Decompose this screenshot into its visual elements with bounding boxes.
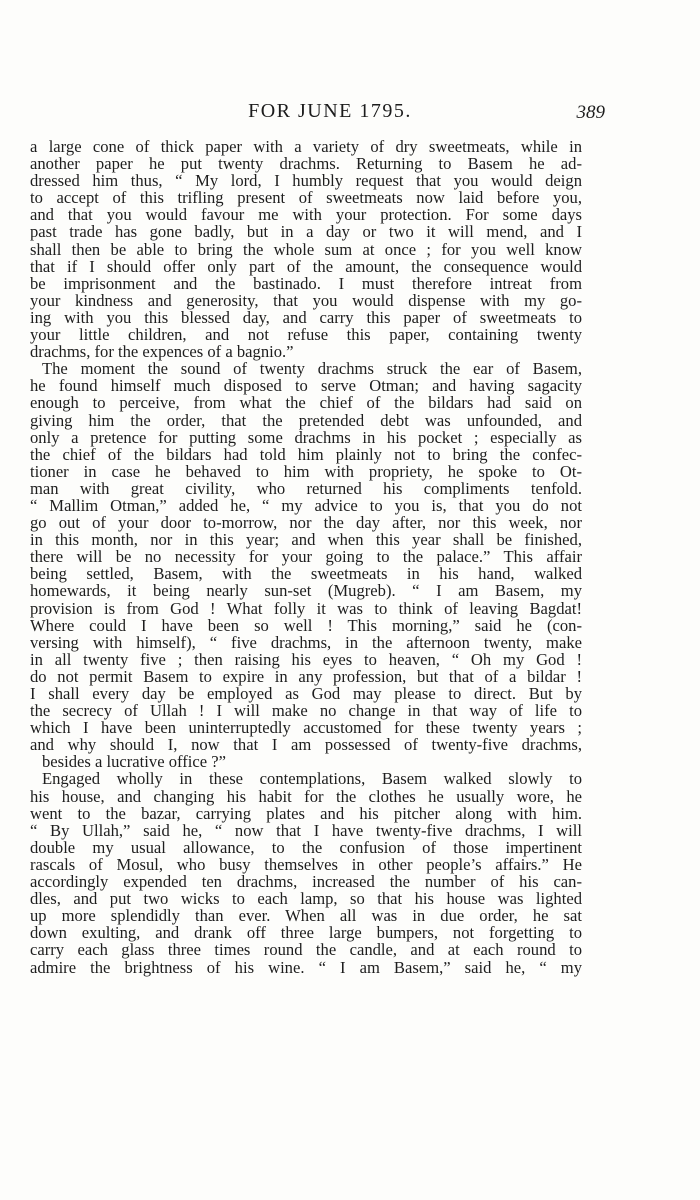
text-line: that if I should offer only part of the amount, the consequence would: [30, 256, 582, 276]
text-line: provision is from God ! What folly it was to think of leaving Bagdat!: [30, 598, 582, 618]
text-line: the secrecy of Ullah ! I will make no change in that way of life to: [30, 701, 582, 721]
text-line: “ Mallim Otman,” added he, “ my advice to you is, that you do not: [30, 495, 582, 515]
text-line: rascals of Mosul, who busy themselves in other people’s affairs.” He: [30, 854, 582, 874]
text-line: dles, and put two wicks to each lamp, so that his house was lighted: [30, 889, 582, 909]
text-line: went to the bazar, carrying plates and his pitcher along with him.: [30, 803, 582, 823]
text-line: Where could I have been so well ! This morning,” said he (con-: [30, 615, 582, 635]
text-line: your kindness and generosity, that you would dispense with my go-: [30, 290, 582, 310]
text-line: to accept of this trifling present of sweetmeats now laid before you,: [30, 188, 582, 208]
text-line: besides a lucrative office ?”: [42, 752, 226, 772]
text-line: “ By Ullah,” said he, “ now that I have twenty-five drachms, I will: [30, 820, 582, 840]
text-line: The moment the sound of twenty drachms struck the ear of Basem,: [42, 359, 582, 379]
text-line: homewards, it being nearly sun-set (Mugreb). “ I am Basem, my: [30, 581, 582, 601]
text-line: ing with you this blessed day, and carry this paper of sweetmeats to: [30, 307, 582, 327]
text-line: your little children, and not refuse this paper, containing twenty: [30, 325, 582, 345]
text-line: and that you would favour me with your protection. For some days: [30, 205, 582, 225]
text-line: in all twenty five ; then raising his eyes to heaven, “ Oh my God !: [30, 649, 582, 669]
text-line: admire the brightness of his wine. “ I am Basem,” said he, “ my: [30, 957, 582, 977]
text-line: he found himself much disposed to serve Otman; and having sagacity: [30, 376, 582, 396]
text-line: drachms, for the expences of a bagnio.”: [30, 342, 294, 362]
page-number: 389: [576, 102, 605, 123]
text-line: versing with himself), “ five drachms, in the afternoon twenty, make: [30, 632, 582, 652]
text-line: enough to perceive, from what the chief of the bildars had said on: [30, 393, 582, 413]
text-line: carry each glass three times round the candle, and at each round to: [30, 940, 582, 960]
text-line: the chief of the bildars had told him plainly not to bring the confec-: [30, 444, 582, 464]
text-line: being settled, Basem, with the sweetmeats in his hand, walked: [30, 564, 582, 584]
text-line: dressed him thus, “ My lord, I humbly request that you would deign: [30, 171, 582, 191]
text-line: double my usual allowance, to the confusion of those impertinent: [30, 837, 582, 857]
text-line: down exulting, and drank off three large bumpers, not forgetting to: [30, 923, 582, 943]
text-line: his house, and changing his habit for the clothes he usually wore, he: [30, 786, 582, 806]
text-line: Engaged wholly in these contemplations, Basem walked slowly to: [42, 769, 582, 789]
text-line: another paper he put twenty drachms. Returning to Basem he ad-: [30, 154, 582, 174]
text-line: past trade has gone badly, but in a day or two it will mend, and I: [30, 222, 582, 242]
running-head: [0, 100, 700, 130]
text-line: and why should I, now that I am possessed of twenty-five drachms,: [30, 735, 582, 755]
text-line: do not permit Basem to expire in any profession, but that of a bildar !: [30, 666, 582, 686]
text-line: a large cone of thick paper with a variety of dry sweetmeats, while in: [30, 137, 582, 156]
text-line: be imprisonment and the bastinado. I must therefore intreat from: [30, 273, 582, 293]
running-title: FOR JUNE 1795.: [248, 100, 412, 122]
text-line: only a pretence for putting some drachms in his pocket ; especially as: [30, 427, 582, 447]
body-text: [30, 138, 582, 976]
text-line: giving him the order, that the pretended debt was unfounded, and: [30, 410, 582, 430]
text-line: I shall every day be employed as God may please to direct. But by: [30, 684, 582, 703]
text-line: man with great civility, who returned his compliments tenfold.: [30, 478, 582, 498]
text-line: tioner in case he behaved to him with propriety, he spoke to Ot-: [30, 461, 582, 481]
text-line: up more splendidly than ever. When all was in due order, he sat: [30, 906, 582, 926]
text-line: accordingly expended ten drachms, increased the number of his can-: [30, 872, 582, 892]
text-line: in this month, nor in this year; and when this year shall be finished,: [30, 530, 582, 550]
text-line: there will be no necessity for your going to the palace.” This affair: [30, 547, 582, 567]
text-line: which I have been uninterruptedly accustomed for these twenty years ;: [30, 718, 582, 738]
text-line: shall then be able to bring the whole sum at once ; for you well know: [30, 239, 582, 259]
text-line: go out of your door to-morrow, nor the day after, nor this week, nor: [30, 513, 582, 533]
